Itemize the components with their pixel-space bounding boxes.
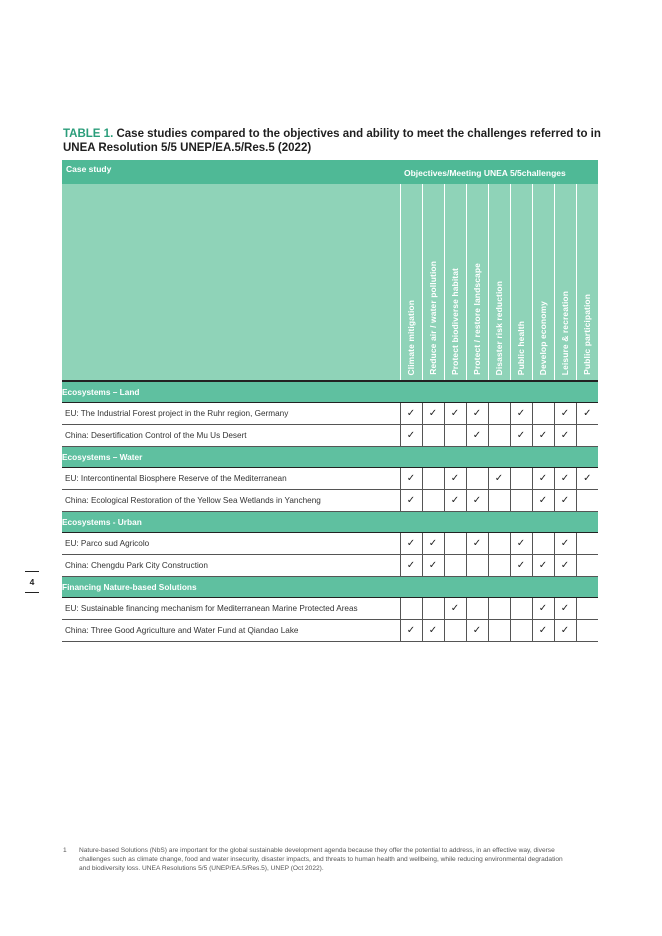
column-header-label: Reduce air / water pollution [428,261,438,375]
column-header [422,184,444,381]
column-header-label: Public participation [582,294,593,375]
section-title: Ecosystems – Land [62,381,598,403]
empty-cell [466,468,488,490]
empty-cell [422,468,444,490]
column-header-label: Public health [516,320,526,375]
case-study-name: EU: Parco sud Agricolo [62,533,400,555]
table-row [62,555,598,577]
empty-cell [422,490,444,512]
empty-cell [444,425,466,447]
check-icon: ✓ [576,468,598,490]
column-header [488,184,510,381]
check-icon: ✓ [444,468,466,490]
section-title: Ecosystems – Water [62,447,598,468]
empty-cell [488,555,510,577]
empty-cell [532,533,554,555]
case-study-name: China: Desertification Control of the Mu Us Desert [62,425,400,447]
check-icon: ✓ [554,403,576,425]
section-row [62,447,598,468]
empty-cell [576,598,598,620]
check-icon: ✓ [532,468,554,490]
empty-cell [576,490,598,512]
empty-cell [576,620,598,642]
check-icon: ✓ [400,425,422,447]
check-icon: ✓ [554,425,576,447]
empty-cell [444,533,466,555]
check-icon: ✓ [576,403,598,425]
table-row [62,468,598,490]
check-icon: ✓ [444,598,466,620]
table-title [63,127,603,155]
empty-cell [422,598,444,620]
check-icon: ✓ [554,533,576,555]
section-row [62,381,598,403]
check-icon: ✓ [400,533,422,555]
case-study-header: Case study [62,160,400,184]
section-title: Financing Nature-based Solutions [62,577,598,598]
check-icon: ✓ [532,555,554,577]
column-header-label: Leisure & recreation [560,290,570,375]
empty-cell [510,598,532,620]
check-icon: ✓ [422,555,444,577]
column-header [554,184,576,381]
check-icon: ✓ [466,620,488,642]
check-icon: ✓ [422,533,444,555]
section-row [62,577,598,598]
case-study-name: China: Chengdu Park City Construction [62,555,400,577]
check-icon: ✓ [400,468,422,490]
check-icon: ✓ [400,490,422,512]
table-row [62,620,598,642]
empty-cell [576,555,598,577]
empty-cell [510,490,532,512]
check-icon: ✓ [554,598,576,620]
check-icon: ✓ [532,598,554,620]
empty-cell [488,490,510,512]
empty-cell [576,533,598,555]
check-icon: ✓ [422,403,444,425]
column-header-label: Develop economy [538,300,548,375]
empty-cell [488,425,510,447]
case-studies-table [62,160,598,642]
footnote-number: 1 [63,847,67,854]
section-title: Ecosystems - Urban [62,512,598,533]
column-header-label: Disaster risk reduction [494,280,504,375]
table-row [62,598,598,620]
check-icon: ✓ [532,620,554,642]
check-icon: ✓ [400,403,422,425]
footnote-text: Nature-based Solutions (NbS) are important for the global sustainable development agenda because they offer the potential to address, in an effective way, diverse challenges such as climate change, food and water insecurity, disaster impacts, and threats to human health and wellbeing, while reducing environmental degradation and biodiversity loss. UNEA Resolutions 5/5 (UNEP/EA.5/Res.5), UNEP (Oct 2022). [79,847,563,872]
table-title-label: TABLE 1. [63,128,114,140]
case-study-name: EU: The Industrial Forest project in the Ruhr region, Germany [62,403,400,425]
check-icon: ✓ [532,490,554,512]
column-header-label: Protect biodiverse habitat [450,268,460,375]
check-icon: ✓ [400,620,422,642]
column-header [576,184,598,381]
column-header-row [62,184,598,381]
check-icon: ✓ [466,490,488,512]
check-icon: ✓ [554,620,576,642]
check-icon: ✓ [554,555,576,577]
empty-cell [466,555,488,577]
empty-cell [444,620,466,642]
empty-cell [422,425,444,447]
check-icon: ✓ [444,490,466,512]
empty-cell [510,468,532,490]
check-icon: ✓ [510,533,532,555]
empty-cell [400,598,422,620]
check-icon: ✓ [510,555,532,577]
empty-cell [488,620,510,642]
check-icon: ✓ [466,403,488,425]
check-icon: ✓ [488,468,510,490]
table-title-text: Case studies compared to the objectives and ability to meet the challenges referred to in UNEA Resolution 5/5 UNEP/EA.5/Res.5 (2022) [63,128,601,154]
column-header [510,184,532,381]
footnote [63,846,568,873]
empty-cell [532,403,554,425]
column-header [466,184,488,381]
table-row [62,403,598,425]
table-row [62,490,598,512]
check-icon: ✓ [554,490,576,512]
empty-cell [576,425,598,447]
empty-cell [466,598,488,620]
column-header-spacer [62,184,400,381]
column-header-label: Protect / restore landscape [472,263,482,375]
check-icon: ✓ [444,403,466,425]
page-number: 4 [25,571,39,593]
section-row [62,512,598,533]
column-header [444,184,466,381]
case-study-name: China: Ecological Restoration of the Yellow Sea Wetlands in Yancheng [62,490,400,512]
check-icon: ✓ [466,425,488,447]
column-header [400,184,422,381]
empty-cell [488,598,510,620]
empty-cell [444,555,466,577]
check-icon: ✓ [532,425,554,447]
empty-cell [488,533,510,555]
case-study-name: China: Three Good Agriculture and Water Fund at Qiandao Lake [62,620,400,642]
check-icon: ✓ [466,533,488,555]
table-row [62,425,598,447]
empty-cell [488,403,510,425]
check-icon: ✓ [510,403,532,425]
header-row [62,160,598,184]
check-icon: ✓ [554,468,576,490]
check-icon: ✓ [400,555,422,577]
check-icon: ✓ [422,620,444,642]
case-study-name: EU: Sustainable financing mechanism for Mediterranean Marine Protected Areas [62,598,400,620]
case-study-name: EU: Intercontinental Biosphere Reserve of the Mediterranean [62,468,400,490]
table-row [62,533,598,555]
column-header-label: Climate mitigation [406,299,416,375]
objectives-header: Objectives/Meeting UNEA 5/5challenges [400,160,598,184]
empty-cell [510,620,532,642]
column-header [532,184,554,381]
check-icon: ✓ [510,425,532,447]
